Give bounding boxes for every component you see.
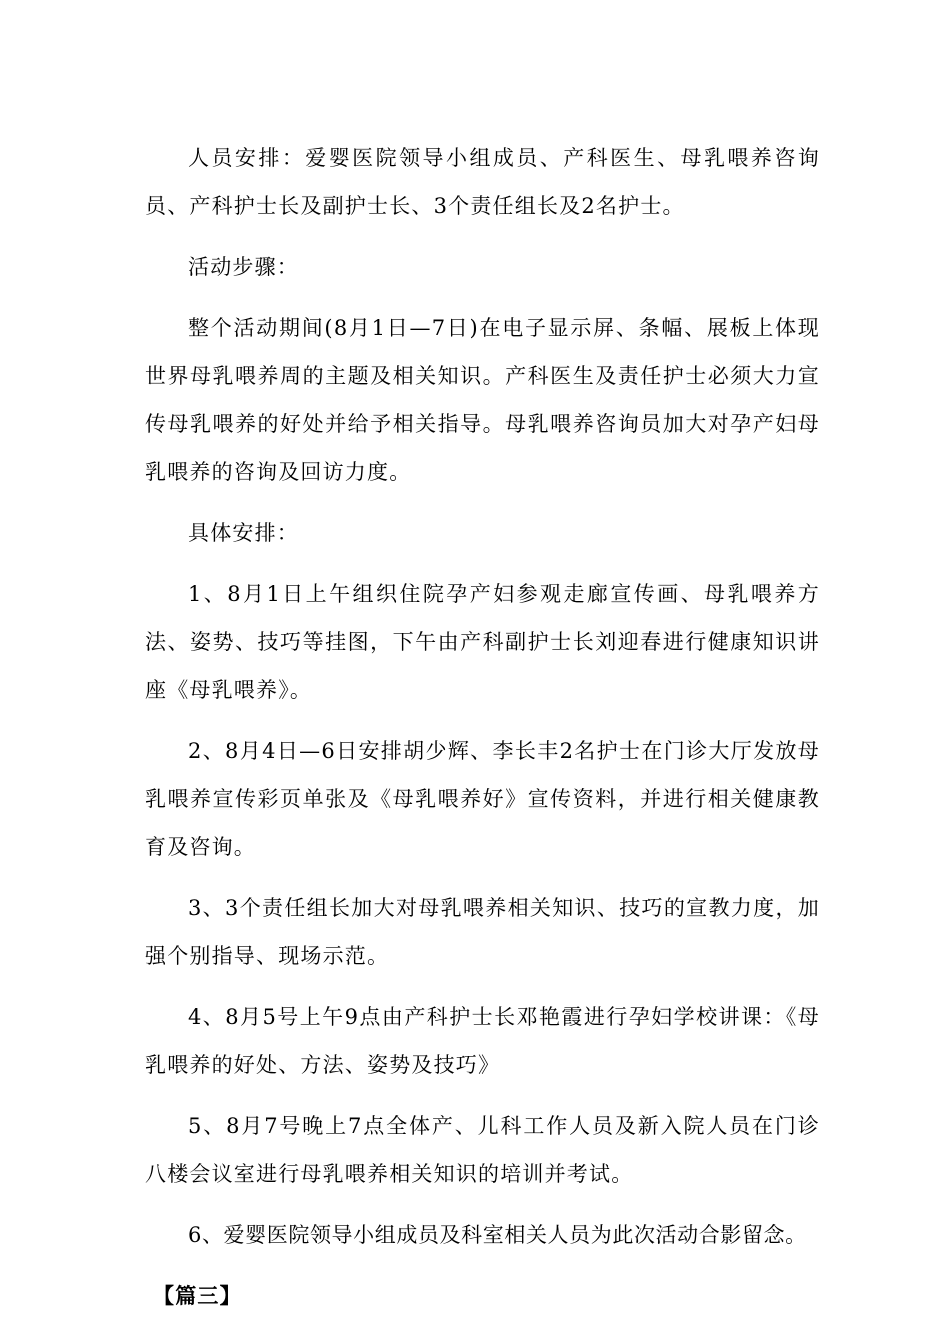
paragraph-item-4: 4、8月5号上午9点由产科护士长邓艳霞进行孕妇学校讲课：《母乳喂养的好处、方法、姿势及技巧》: [145, 1005, 820, 1077]
document-page: [145, 134, 820, 1320]
paragraph-item-5: 5、8月7号晚上7点全体产、儿科工作人员及新入院人员在门诊八楼会议室进行母乳喂养相关知识的培训并考试。: [145, 1114, 820, 1186]
section-heading: 【篇三】: [153, 1283, 242, 1308]
paragraph-activity-period: 整个活动期间(8月1日—7日)在电子显示屏、条幅、展板上体现世界母乳喂养周的主题及相关知识。产科医生及责任护士必须大力宣传母乳喂养的好处并给予相关指导。母乳喂养咨询员加大对孕产妇母乳喂养的咨询及回访力度。: [145, 316, 820, 484]
paragraph-arrangement-heading: 具体安排：: [188, 521, 299, 545]
paragraph-item-3: 3、3个责任组长加大对母乳喂养相关知识、技巧的宣教力度，加强个别指导、现场示范。: [145, 896, 820, 968]
paragraph-staffing: 人员安排：爱婴医院领导小组成员、产科医生、母乳喂养咨询员、产科护士长及副护士长、3个责任组长及2名护士。: [145, 146, 820, 218]
paragraph-steps-heading: 活动步骤：: [188, 255, 299, 279]
paragraph-item-2: 2、8月4日—6日安排胡少辉、李长丰2名护士在门诊大厅发放母乳喂养宣传彩页单张及《母乳喂养好》宣传资料，并进行相关健康教育及咨询。: [145, 739, 820, 859]
paragraph-item-6: 6、爱婴医院领导小组成员及科室相关人员为此次活动合影留念。: [188, 1223, 807, 1247]
paragraph-item-1: 1、8月1日上午组织住院孕产妇参观走廊宣传画、母乳喂养方法、姿势、技巧等挂图，下午由产科副护士长刘迎春进行健康知识讲座《母乳喂养》。: [145, 582, 820, 702]
